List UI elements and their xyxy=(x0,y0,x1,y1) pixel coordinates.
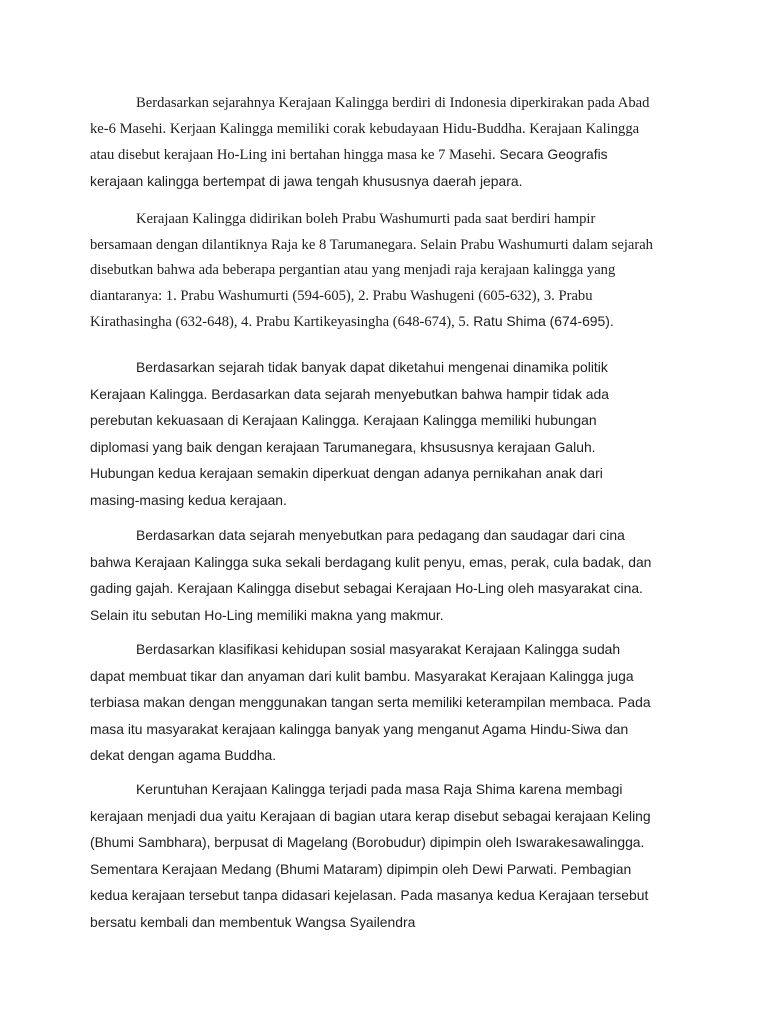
paragraph-line xyxy=(90,91,690,117)
paragraph-line xyxy=(90,258,690,284)
text-run: gading gajah. Kerajaan Kalingga disebut sebagai Kerajaan Ho-Ling oleh masyarakat cina. xyxy=(90,580,643,597)
paragraph-line xyxy=(90,117,690,143)
text-run: Berdasarkan klasifikasi kehidupan sosial masyarakat Kerajaan Kalingga sudah xyxy=(136,641,621,657)
paragraph-line xyxy=(90,169,690,196)
paragraph-line xyxy=(90,857,690,884)
paragraph-line xyxy=(90,382,690,409)
text-run: Berdasarkan data sejarah menyebutkan para pedagang dan saudagar dari cina xyxy=(136,527,625,543)
text-run: atau disebut kerajaan Ho-Ling ini bertahan hingga masa ke 7 Masehi. xyxy=(90,147,496,164)
paragraph-line xyxy=(90,523,690,550)
paragraph-line xyxy=(90,690,690,717)
text-run: terbiasa makan dengan menggunakan tangan serta memiliki keterampilan membaca. Pada xyxy=(90,694,651,711)
text-run: Selain itu sebutan Ho-Ling memiliki makna yang makmur. xyxy=(90,606,444,623)
text-run: diantaranya: 1. Prabu Washumurti (594-605), 2. Prabu Washugeni (605-632), 3. Prabu xyxy=(90,287,593,304)
paragraph-3 xyxy=(90,355,690,515)
text-run: dekat dengan agama Buddha. xyxy=(90,747,277,764)
text-run: Kerajaan Kalingga didirikan boleh Prabu Washumurti pada saat berdiri hampir xyxy=(136,211,596,227)
text-run: Sementara Kerajaan Medang (Bhumi Mataram) dipimpin oleh Dewi Parwati. Pembagian xyxy=(90,860,632,877)
paragraph-4 xyxy=(90,523,690,629)
paragraph-line xyxy=(90,664,690,691)
text-run: masa itu masyarakat kerajaan kalingga banyak yang menganut Agama Hindu-Siwa dan xyxy=(90,720,629,737)
paragraph-line xyxy=(90,461,690,488)
paragraph-line xyxy=(90,355,690,382)
text-run: masing-masing kedua kerajaan. xyxy=(90,491,287,508)
text-run: kerajaan kalingga bertempat di jawa tengah khususnya daerah jepara. xyxy=(90,172,523,189)
paragraph-line xyxy=(90,637,690,664)
paragraph-line xyxy=(90,408,690,435)
paragraph-1 xyxy=(90,91,690,195)
paragraph-line xyxy=(90,883,690,910)
text-run: bersatu kembali dan membentuk Wangsa Syailendra xyxy=(90,913,416,930)
paragraph-5 xyxy=(90,637,690,770)
text-run: (Bhumi Sambhara), berpusat di Magelang (Borobudur) dipimpin oleh Iswarakesawalingga. xyxy=(90,834,645,851)
paragraph-line xyxy=(90,804,690,831)
text-run: ke-6 Masehi. Kerjaan Kalingga memiliki corak kebudayaan Hidu-Buddha. Kerajaan Kalingga xyxy=(90,120,640,137)
text-run: kerajaan menjadi dua yaitu Kerajaan di bagian utara kerap disebut sebagai kerajaan Keling xyxy=(90,807,651,824)
text-run: Ratu Shima (674-695). xyxy=(469,313,614,330)
paragraph-6 xyxy=(90,777,690,937)
paragraph-line xyxy=(90,284,690,310)
paragraph-line xyxy=(90,233,690,259)
paragraph-2 xyxy=(90,207,690,336)
paragraph-line xyxy=(90,576,690,603)
text-run: bahwa Kerajaan Kalingga suka sekali berdagang kulit penyu, emas, perak, cula badak, dan xyxy=(90,553,652,570)
paragraph-line xyxy=(90,550,690,577)
text-run: Hubungan kedua kerajaan semakin diperkuat dengan adanya pernikahan anak dari xyxy=(90,465,603,482)
text-run: Berdasarkan sejarah tidak banyak dapat diketahui mengenai dinamika politik xyxy=(136,359,608,375)
paragraph-line xyxy=(90,142,690,169)
text-run: Berdasarkan sejarahnya Kerajaan Kalingga berdiri di Indonesia diperkirakan pada Abad xyxy=(136,95,650,111)
paragraph-line xyxy=(90,207,690,233)
text-run: Secara Geografis xyxy=(495,146,608,163)
text-run: bersamaan dengan dilantiknya Raja ke 8 Tarumanegara. Selain Prabu Washumurti dalam sejarah xyxy=(90,236,653,253)
paragraph-line xyxy=(90,603,690,630)
text-run: disebutkan bahwa ada beberapa pergantian atau yang menjadi raja kerajaan kalingga yang xyxy=(90,262,616,279)
text-run: diplomasi yang baik dengan kerajaan Tarumanegara, khsususnya kerajaan Galuh. xyxy=(90,438,596,455)
text-run: Kerajaan Kalingga. Berdasarkan data sejarah menyebutkan bahwa hampir tidak ada xyxy=(90,385,609,402)
paragraph-line xyxy=(90,488,690,515)
paragraph-line xyxy=(90,910,690,937)
text-run: Keruntuhan Kerajaan Kalingga terjadi pada masa Raja Shima karena membagi xyxy=(136,781,623,797)
text-run: dapat membuat tikar dan anyaman dari kulit bambu. Masyarakat Kerajaan Kalingga juga xyxy=(90,667,634,684)
paragraph-line xyxy=(90,743,690,770)
paragraph-line xyxy=(90,717,690,744)
text-run: perebutan kekuasaan di Kerajaan Kalingga. Kerajaan Kalingga memiliki hubungan xyxy=(90,412,597,429)
paragraph-line xyxy=(90,435,690,462)
paragraph-line xyxy=(90,830,690,857)
text-run: Kirathasingha (632-648), 4. Prabu Kartikeyasingha (648-674), 5. xyxy=(90,314,470,331)
paragraph-line xyxy=(90,777,690,804)
text-run: kedua kerajaan tersebut tanpa didasari kejelasan. Pada masanya kedua Kerajaan tersebut xyxy=(90,887,649,904)
paragraph-line xyxy=(90,309,690,336)
